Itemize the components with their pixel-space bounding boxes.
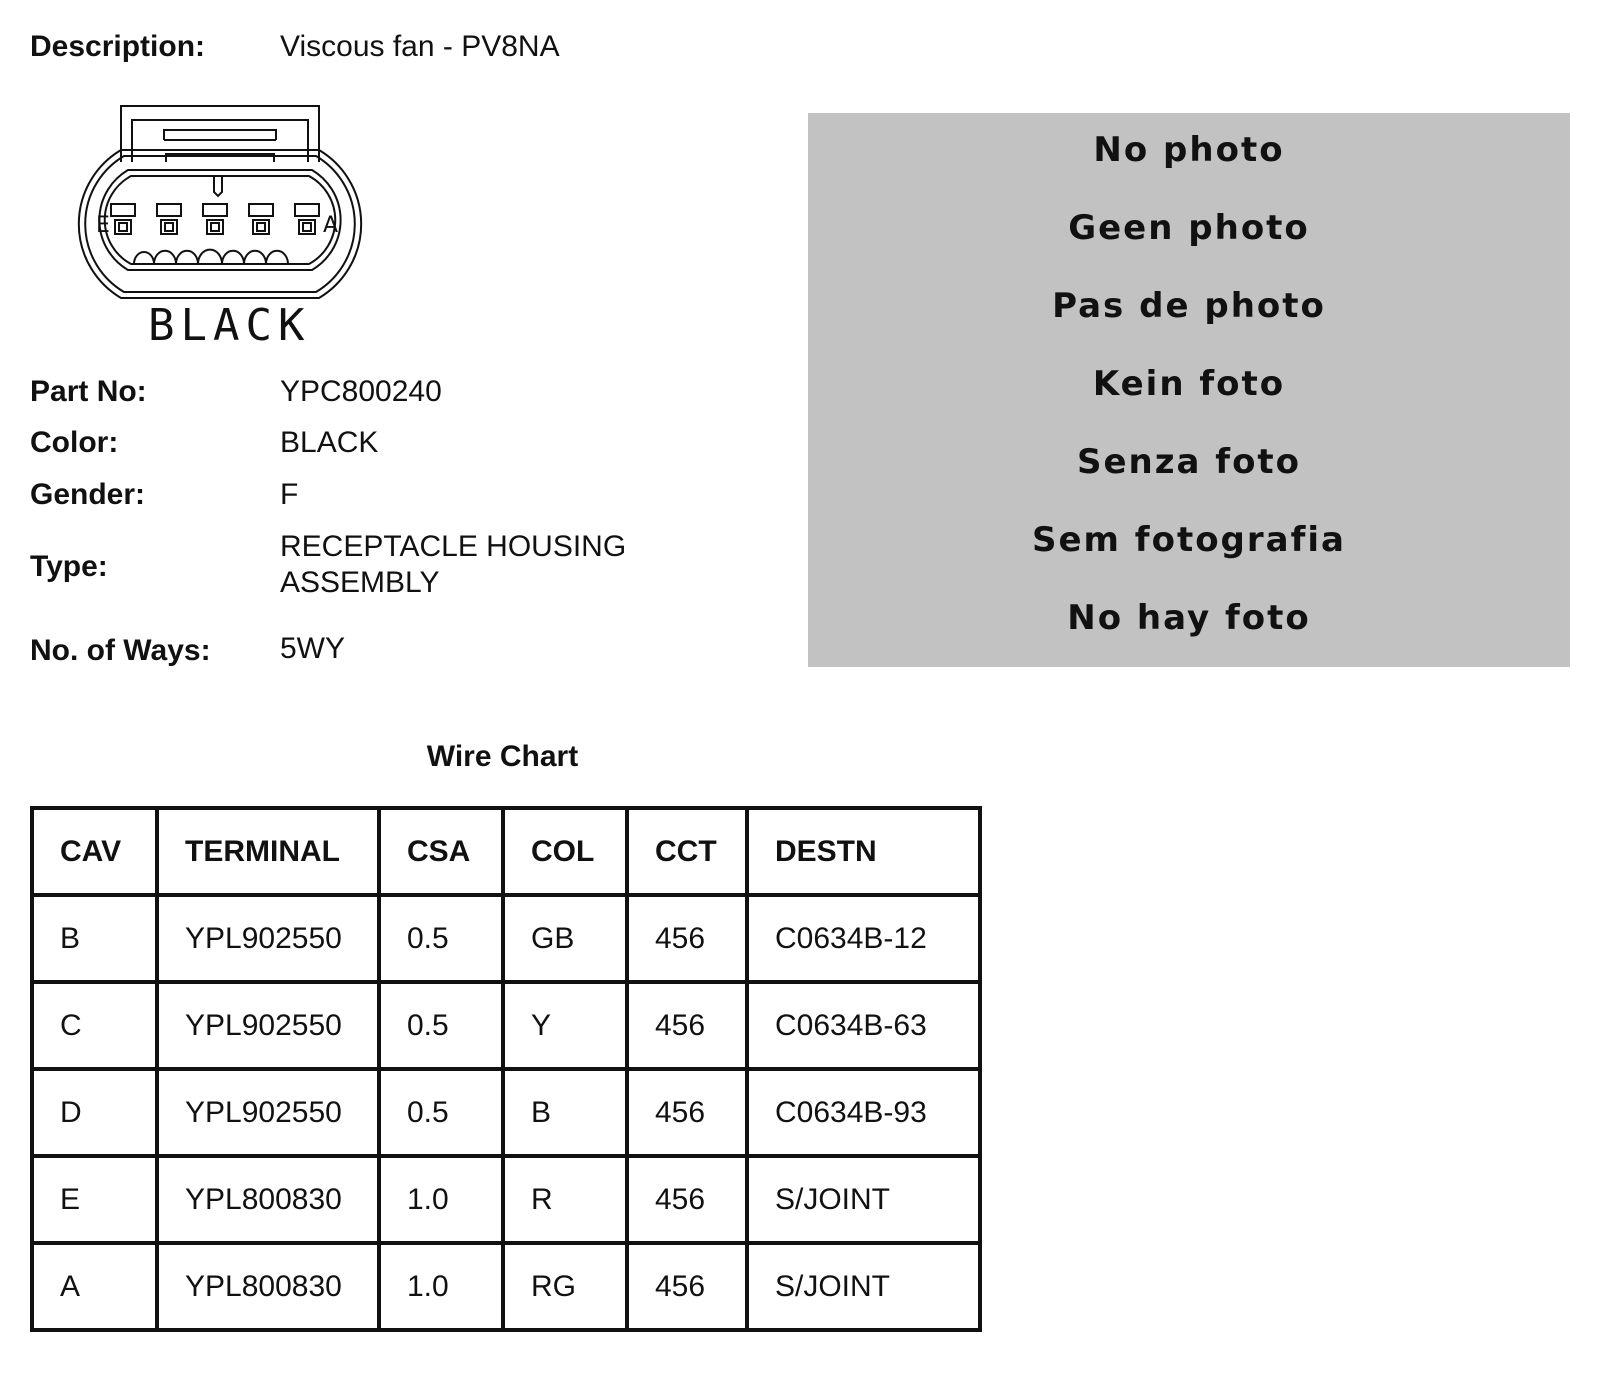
table-row: [32, 982, 980, 1069]
table-cell: S/JOINT: [747, 1156, 980, 1243]
column-header: DESTN: [747, 808, 980, 895]
description-value: Viscous fan - PV8NA: [280, 30, 560, 63]
no-photo-text: No hay foto: [1067, 598, 1311, 638]
table-row: [32, 1156, 980, 1243]
table-cell: C0634B-12: [747, 895, 980, 982]
table-cell: 456: [627, 982, 747, 1069]
table-cell: 456: [627, 1243, 747, 1330]
table-cell: 456: [627, 1069, 747, 1156]
gender-value: F: [280, 478, 299, 511]
connector-diagram: [36, 100, 406, 360]
column-header: TERMINAL: [157, 808, 379, 895]
table-row: [32, 1069, 980, 1156]
table-cell: 0.5: [379, 895, 503, 982]
pin-label-left: E: [96, 213, 110, 238]
column-header: CSA: [379, 808, 503, 895]
column-header: CCT: [627, 808, 747, 895]
no-photo-text: Kein foto: [1092, 364, 1286, 404]
table-cell: C: [32, 982, 157, 1069]
table-cell: 1.0: [379, 1243, 503, 1330]
pin-label-right: A: [323, 213, 339, 238]
table-cell: C0634B-63: [747, 982, 980, 1069]
type-value-line2: ASSEMBLY: [280, 566, 440, 599]
part-no-value: YPC800240: [280, 375, 442, 408]
table-header-row: [32, 808, 980, 895]
no-photo-text: Geen photo: [1068, 208, 1310, 248]
color-label: Color:: [30, 426, 119, 459]
table-cell: B: [503, 1069, 627, 1156]
table-cell: Y: [503, 982, 627, 1069]
wire-chart-title: Wire Chart: [426, 740, 579, 773]
part-no-label: Part No:: [30, 375, 147, 408]
column-header: COL: [503, 808, 627, 895]
table-cell: YPL800830: [157, 1243, 379, 1330]
table-cell: 456: [627, 1156, 747, 1243]
table-cell: YPL902550: [157, 1069, 379, 1156]
ways-label: No. of Ways:: [30, 634, 211, 667]
connector-color-label: BLACK: [148, 300, 311, 351]
table-cell: RG: [503, 1243, 627, 1330]
table-row: [32, 895, 980, 982]
no-photo-text: Senza foto: [1076, 442, 1302, 482]
no-photo-text: Pas de photo: [1052, 286, 1326, 326]
table-cell: R: [503, 1156, 627, 1243]
table-cell: YPL902550: [157, 982, 379, 1069]
table-cell: YPL800830: [157, 1156, 379, 1243]
wire-chart-table: [30, 806, 982, 1332]
table-cell: D: [32, 1069, 157, 1156]
column-header: CAV: [32, 808, 157, 895]
type-label: Type:: [30, 550, 108, 583]
description-label: Description:: [30, 30, 206, 63]
table-cell: S/JOINT: [747, 1243, 980, 1330]
table-cell: B: [32, 895, 157, 982]
table-cell: 0.5: [379, 1069, 503, 1156]
gender-label: Gender:: [30, 478, 146, 511]
table-cell: YPL902550: [157, 895, 379, 982]
no-photo-text: No photo: [1093, 130, 1285, 170]
photo-placeholder: [808, 113, 1570, 667]
table-cell: A: [32, 1243, 157, 1330]
table-cell: 456: [627, 895, 747, 982]
table-cell: 0.5: [379, 982, 503, 1069]
table-cell: 1.0: [379, 1156, 503, 1243]
type-value-line1: RECEPTACLE HOUSING: [280, 530, 627, 563]
ways-value: 5WY: [280, 632, 346, 665]
table-cell: C0634B-93: [747, 1069, 980, 1156]
color-value: BLACK: [280, 426, 379, 459]
table-cell: GB: [503, 895, 627, 982]
no-photo-text: Sem fotografia: [1031, 520, 1346, 560]
table-row: [32, 1243, 980, 1330]
table-cell: E: [32, 1156, 157, 1243]
